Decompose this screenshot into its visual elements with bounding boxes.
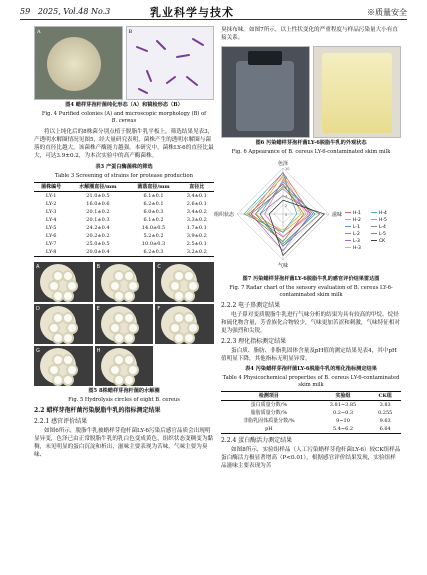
paragraph: 将以上纯化后的8株菌分别点植于脱脂牛乳平板上，筛选结果见表3，产透明水解圈情况见图5，经大量研究表明，菌株产生的透明水解圈与菌落的直径比越大，该菌株产酶能力越强。本研究中，菌株LY-6的直径比最大，可达3.9±0.2，为本次实验中的高产酶菌株。	[34, 129, 214, 159]
petri-dish	[155, 262, 214, 302]
table4-title-cn: 表4 污染蜡样芽孢杆菌LY-6脱脂牛乳的理化指标测定结果	[245, 366, 377, 372]
dish-label: D	[36, 306, 40, 312]
petri-dish	[155, 304, 214, 344]
table-row	[221, 401, 401, 410]
table-cell: 3.83	[379, 401, 391, 408]
dish-label: C	[157, 264, 161, 270]
table-cell: pH	[265, 425, 273, 432]
legend-label: H-3	[353, 246, 361, 251]
radar-tick-label: 6	[285, 185, 288, 190]
fig7-caption-cn: 图7 污染蜡样芽孢杆菌LY-6脱脂牛乳的感官评价结果雷达图	[242, 276, 380, 282]
colony-photo: A	[34, 26, 123, 100]
hydrolysis-circle	[185, 314, 193, 322]
table-cell: 0.255	[378, 409, 393, 416]
hydrolysis-circle	[68, 282, 76, 290]
dish-label: F	[157, 306, 161, 312]
table-cell: 6.2±0.3	[143, 248, 164, 255]
radar-axis-label: 色泽	[277, 161, 289, 167]
legend-label: H-4	[379, 211, 387, 216]
table-cell: 3.9±0.2	[186, 232, 207, 239]
table-cell: LY-4	[45, 216, 57, 223]
hydrolysis-circle	[115, 292, 123, 300]
hydrolysis-circle	[50, 282, 58, 290]
radar-tick-label: 2	[285, 203, 288, 208]
fig5-caption-en: Fig. 5 Hydrolysis circles of eight B. cereus	[68, 397, 180, 403]
hydrolysis-circle	[171, 324, 179, 332]
subsection-heading: 2.2.2 电子鼻测定结果	[221, 302, 281, 309]
table-row	[34, 240, 214, 248]
header-rule	[20, 19, 407, 20]
table4-header-cell: 检测项目	[258, 392, 279, 399]
hydrolysis-circle	[125, 334, 133, 342]
page-number: 59 2025, Vol.48 No.3	[20, 7, 111, 16]
table-cell: LY-2	[45, 200, 57, 207]
table-cell: 脂肪质量分数/%	[250, 409, 288, 416]
legend-label: L-5	[379, 232, 386, 237]
table-cell: 3.81~3.85	[329, 401, 357, 408]
table-row	[34, 192, 214, 201]
table-cell: 5.4~6.2	[332, 425, 354, 432]
milk-photo	[313, 46, 402, 138]
hydrolysis-circle	[129, 324, 137, 332]
hydrolysis-circle	[54, 272, 62, 280]
radar-tick-label: 10	[285, 167, 290, 171]
table-cell: 3.4±0.2	[186, 208, 207, 215]
legend-label: H-5	[379, 218, 387, 223]
table-cell: 20.1±0.2	[86, 208, 110, 215]
radar-axis-label: 滋味	[332, 212, 343, 218]
hydrolysis-circle	[54, 376, 62, 384]
table-row	[34, 224, 214, 232]
petri-dish	[34, 346, 93, 386]
hydrolysis-circle	[115, 272, 123, 280]
hydrolysis-circle	[111, 366, 119, 374]
legend-label: L-2	[353, 232, 360, 237]
table-cell: 10.0±0.3	[141, 240, 166, 247]
table-cell: 20.0±0.4	[86, 248, 110, 255]
hydrolysis-circle	[64, 376, 72, 384]
hydrolysis-circle	[111, 282, 119, 290]
subsection-heading: 2.2.3 理化指标测定结果	[221, 338, 287, 345]
legend-label: L-1	[353, 225, 360, 230]
hydrolysis-circle	[115, 356, 123, 364]
radar-axis-label: 气味	[277, 263, 289, 269]
table-cell: 2.6±0.1	[186, 200, 207, 207]
table-cell: LY-1	[45, 192, 57, 199]
table-row	[34, 208, 214, 216]
hydrolysis-circle	[185, 292, 193, 300]
table-cell: 蛋白质量分数/%	[250, 401, 288, 408]
hydrolysis-circle	[175, 314, 183, 322]
table4-header-cell: 实验组	[335, 392, 351, 399]
petri-dish	[95, 262, 154, 302]
fig7-caption-en: Fig. 7 Radar chart of the sensory evaluation of B. cereus LY-6- contaminated skim milk	[229, 285, 393, 298]
fig4-caption-cn: 图4 蜡样芽孢杆菌纯化形态（A）和镜检形态（B）	[65, 102, 183, 108]
hydrolysis-circle	[64, 292, 72, 300]
fig4-images	[34, 26, 214, 100]
table-cell: 6.2±0.1	[143, 200, 164, 207]
table-cell: 6.64	[379, 425, 391, 432]
hydrolysis-circle	[54, 334, 62, 342]
hydrolysis-circle	[115, 314, 123, 322]
hydrolysis-circle	[129, 282, 137, 290]
table-cell: 6.0±0.3	[143, 208, 164, 215]
hydrolysis-circle	[68, 366, 76, 374]
table3	[34, 182, 214, 257]
hydrolysis-circle	[189, 282, 197, 290]
hydrolysis-circle	[54, 292, 62, 300]
table4-title-en: Table 4 Physicochemical properties of B. cereus LY-6-contaminated skim milk	[222, 375, 400, 388]
dish-label: E	[96, 306, 100, 312]
table-row	[34, 248, 214, 257]
hydrolysis-circle	[125, 292, 133, 300]
fig4-caption-en: Fig. 4 Purified colonies (A) and microscopic morphology (B) of B. cereus	[41, 111, 207, 124]
hydrolysis-circle	[50, 324, 58, 332]
journal-name: 乳业科学与技术	[150, 6, 234, 19]
table-cell: 非脂乳固体质量分数/%	[243, 417, 295, 424]
petri-dish	[95, 346, 154, 386]
dish-label: A	[36, 264, 40, 270]
table-cell: 3.3±0.2	[186, 216, 207, 223]
fig6-caption-en: Fig. 6 Appearance of B. cereus LY-6-contaminated skim milk	[231, 149, 391, 155]
hydrolysis-circle	[175, 272, 183, 280]
hydrolysis-circle	[115, 334, 123, 342]
table-cell: LY-6	[45, 232, 57, 239]
dish-label: H	[96, 348, 101, 354]
hydrolysis-circle	[175, 292, 183, 300]
hydrolysis-circle	[125, 272, 133, 280]
paragraph: 如图8所示，实验组样品（人工污染蜡样芽孢杆菌LY-6）较CK组样品蛋白酶活力极显著增高（P<0.01），根据感官评价结果发现，实验组样品滋味主要表现为苦	[221, 447, 401, 469]
table3-header-cell: 菌株编号	[41, 183, 62, 190]
legend-label: H-2	[353, 218, 361, 223]
hydrolysis-circle	[50, 366, 58, 374]
table-cell: 14.0±0.5	[141, 224, 166, 231]
section-heading: 2.2 蜡样芽孢杆菌污染脱脂牛乳的指标测定结果	[34, 407, 161, 414]
fig6-caption-cn: 图6 污染蜡样芽孢杆菌LY-6脱脂牛乳的外观状态	[255, 140, 367, 146]
table3-header-cell: 直径比	[189, 183, 205, 190]
table-cell: LY-5	[45, 224, 57, 231]
hydrolysis-circle	[111, 324, 119, 332]
radar-tick-label: 0	[285, 213, 288, 217]
table-row	[221, 425, 401, 434]
table-row	[221, 409, 401, 417]
left-column	[34, 26, 214, 459]
radar-axis-label: 组织状态	[213, 212, 234, 218]
table3-title-en: Table 3 Screening of strains for protease production	[55, 173, 193, 179]
section-label: ※质量安全	[367, 8, 407, 17]
petri-dish	[34, 262, 93, 302]
table-cell: 24.2±0.4	[86, 224, 110, 231]
table-cell: 9~10	[336, 417, 350, 424]
table-cell: 2.5±0.1	[186, 240, 207, 247]
paragraph: 臭抹布味。如图7所示，以上性状变化的严重程度与样品污染量大小有直接关系。	[221, 27, 398, 41]
table-cell: 6.1±0.2	[143, 216, 164, 223]
fig6-images	[221, 46, 401, 138]
legend-label: L-3	[353, 239, 360, 244]
legend-label: L-4	[379, 225, 386, 230]
hydrolysis-circle	[64, 356, 72, 364]
fig5-caption-cn: 图5 8株蜡样芽孢杆菌的水解圈	[88, 388, 160, 394]
table-cell: 0.2~0.3	[332, 409, 354, 416]
table4	[221, 391, 401, 434]
hydrolysis-circle	[64, 334, 72, 342]
petri-dish	[34, 304, 93, 344]
table-cell: 20.1±0.3	[86, 216, 110, 223]
bottle-photo	[221, 46, 310, 138]
hydrolysis-circle	[175, 334, 183, 342]
hydrolysis-circle	[115, 376, 123, 384]
table-cell: LY-3	[45, 208, 57, 215]
hydrolysis-circle	[125, 314, 133, 322]
radar-chart	[213, 158, 401, 274]
dish-label: B	[96, 264, 101, 270]
dish-label: G	[36, 348, 40, 354]
hydrolysis-circle	[68, 324, 76, 332]
hydrolysis-circle	[54, 356, 62, 364]
paragraph: 电子鼻对变质脱脂牛乳进行气味分析的结果为具有较高的甲烷、烷烃和硫化物含量，芳香族化合物较少，气味更加苦涩和刺激，气味特征相对更为强烈和尖锐。	[221, 312, 401, 334]
table-row	[34, 200, 214, 208]
table-cell: 3.2±0.2	[186, 248, 207, 255]
table-cell: 9.63	[379, 417, 391, 424]
legend-label: H-1	[353, 211, 361, 216]
hydrolysis-circle	[129, 366, 137, 374]
microscope-photo: B	[126, 26, 215, 100]
table3-header-cell: 水解圈直径/mm	[79, 183, 117, 190]
hydrolysis-circle	[54, 314, 62, 322]
hydrolysis-circle	[64, 314, 72, 322]
hydrolysis-circle	[64, 272, 72, 280]
table-row	[34, 216, 214, 224]
table3-title-cn: 表3 产蛋白酶菌株的筛选	[95, 164, 153, 170]
table-row	[34, 232, 214, 240]
hydrolysis-circle	[189, 324, 197, 332]
radar-tick-label: 4	[285, 194, 288, 199]
subsection-heading: 2.2.4 蛋白酶活力测定结果	[221, 437, 293, 444]
table-row	[221, 417, 401, 425]
table-cell: LY-8	[45, 248, 57, 255]
table4-header-cell: CK组	[378, 392, 392, 399]
fig5-dishes	[34, 262, 214, 386]
table-cell: LY-7	[45, 240, 57, 247]
table-cell: 25.0±0.5	[86, 240, 110, 247]
table3-header-cell: 菌落直径/mm	[137, 183, 170, 190]
table-cell: 21.0±0.5	[86, 192, 110, 199]
radar-tick-label: 8	[285, 176, 288, 181]
table-cell: 20.2±0.2	[86, 232, 110, 239]
table-cell: 1.7±0.1	[186, 224, 207, 231]
table-cell: 6.1±0.1	[143, 192, 164, 199]
table-cell: 16.0±0.6	[86, 200, 110, 207]
hydrolysis-circle	[171, 282, 179, 290]
paragraph: 如图6所示，脱脂牛乳被蜡样芽孢杆菌LY-6污染后感官品质会出现明显异变，色泽已由正常脱脂牛乳的乳白色变成黄色，组织状态变稠变为黏稠，未见明显的蛋白沉淀和析出，滋味主要表现为苦味，气味主要为臭味、	[34, 428, 214, 458]
hydrolysis-circle	[125, 376, 133, 384]
right-column	[213, 26, 401, 470]
hydrolysis-circle	[185, 334, 193, 342]
hydrolysis-circle	[125, 356, 133, 364]
table-cell: 3.4±0.1	[186, 192, 207, 199]
legend-label: CK	[379, 239, 386, 244]
subsection-heading: 2.2.1 感官评价结果	[34, 418, 88, 425]
paragraph: 蛋白质、脂肪、非脂乳固体含量及pH值的测定结果见表4，其中pH值明显下降，其他指标无明显异常。	[221, 348, 397, 362]
table-cell: 5.2±0.2	[143, 232, 164, 239]
hydrolysis-circle	[185, 272, 193, 280]
radar-svg	[213, 158, 401, 274]
petri-dish	[95, 304, 154, 344]
